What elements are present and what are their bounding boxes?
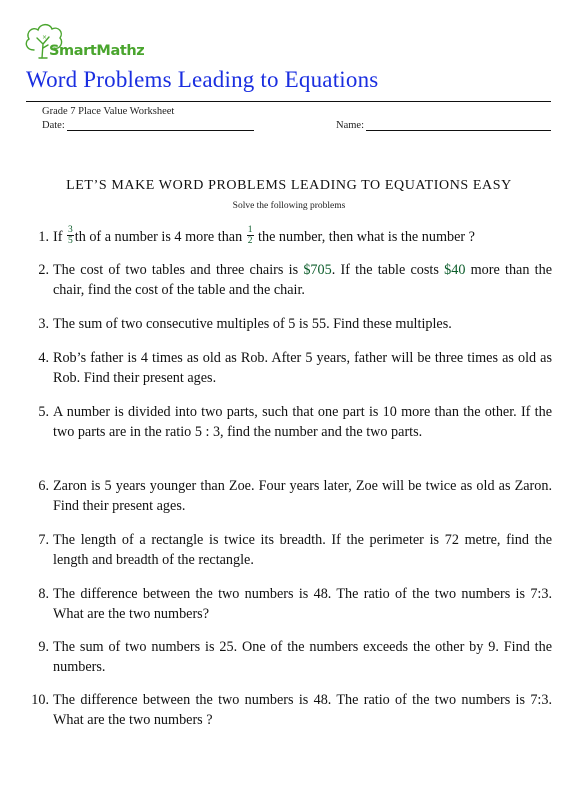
problem-number: 6. [38,478,49,494]
problem-text: the number, then what is the number ? [254,229,475,245]
problem-number: 8. [38,586,49,602]
fraction [67,225,74,246]
problem-number: 1. [38,229,49,245]
problem-text: The sum of two consecutive multiples of 5 is 55. Find these multiples. [53,316,452,332]
fraction [247,225,254,246]
money-value: $705 [303,262,332,278]
brand-name: SmartMathz [49,43,145,59]
problem-text: th of a number is 4 more than [74,229,246,245]
page-title: Word Problems Leading to Equations [26,67,379,92]
fraction-denominator: 5 [68,236,73,247]
problem-text: The sum of two numbers is 25. One of the numbers exceeds the other by 9. Find the numbers. [53,639,552,675]
problem-item [53,260,552,300]
fraction-numerator: 3 [68,225,73,236]
problem-text: Zaron is 5 years younger than Zoe. Four years later, Zoe will be twice as old as Zaron. Find their present ages. [53,478,552,514]
name-label: Name: [336,120,364,131]
problem-number: 2. [38,262,49,278]
problem-number: 3. [38,316,49,332]
problem-number: 5. [38,404,49,420]
worksheet-instructions: Solve the following problems [232,201,346,211]
grade-label: Grade 7 Place Value Worksheet [42,106,175,117]
fraction-numerator: 1 [247,225,253,236]
problem-text: The difference between the two numbers is 48. The ratio of the two numbers is 7:3. What are the two numbers? [53,586,552,622]
problem-text: Rob’s father is 4 times as old as Rob. After 5 years, father will be three times as old as Rob. Find their present ages. [53,350,552,386]
worksheet-heading: LET’S MAKE WORD PROBLEMS LEADING TO EQUATIONS EASY [66,178,512,193]
date-field[interactable] [67,130,254,131]
problem-text: The difference between the two numbers is 48. The ratio of the two numbers is 7:3. What are the two numbers ? [53,692,552,728]
problem-text: A number is divided into two parts, such that one part is 10 more than the other. If the two parts are in the ratio 5 : 3, find the number and the two parts. [53,404,552,440]
problem-text: . If the table costs [331,262,445,278]
fraction-denominator: 2 [247,236,253,247]
problem-text: If [53,229,66,245]
problem-item [53,227,552,248]
title-divider [26,101,551,102]
date-label: Date: [42,120,65,131]
name-field[interactable] [366,130,551,131]
problem-text: The cost of two tables and three chairs is [53,262,304,278]
money-value: $40 [444,262,466,278]
problem-number: 10. [31,692,49,708]
svg-text:×: × [42,34,48,41]
problem-text: The length of a rectangle is twice its breadth. If the perimeter is 72 metre, find the length and breadth of the rectangle. [53,532,552,568]
problem-number: 9. [38,639,49,655]
smartmathz-logo [22,20,162,64]
problem-number: 7. [38,532,49,548]
problem-text: more than the chair, find the cost of the table and the chair. [53,262,552,298]
problem-number: 4. [38,350,49,366]
